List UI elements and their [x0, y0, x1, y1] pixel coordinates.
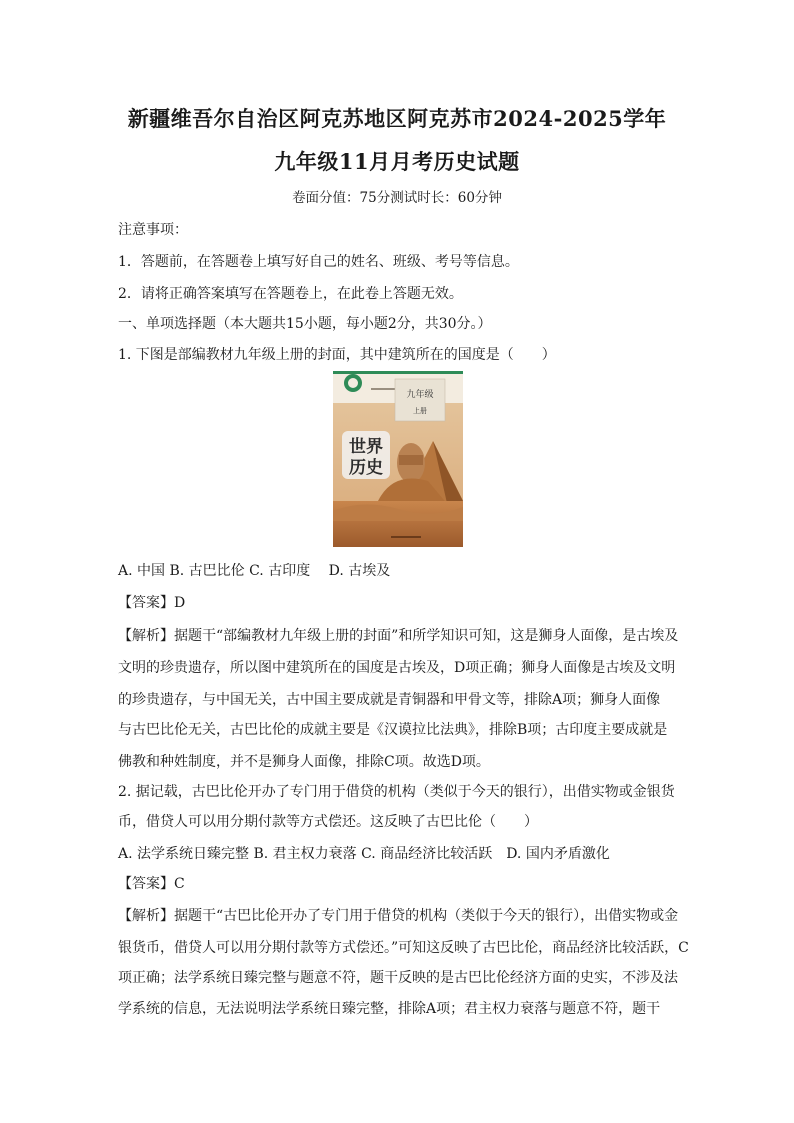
- notes-item: 2．请将正确答案填写在答题卷上，在此卷上答题无效。: [118, 286, 463, 302]
- question-1-analysis-line: 文明的珍贵遗存，所以图中建筑所在的国度是古埃及，D项正确；狮身人面像是古埃及文明: [118, 660, 676, 676]
- question-2-analysis-line: 银货币，借贷人可以用分期付款等方式偿还。”可知这反映了古巴比伦，商品经济比较活跃，C: [118, 940, 689, 956]
- question-2-analysis-line: 【解析】据题干“古巴比伦开办了专门用于借贷的机构（类似于今天的银行），出借实物或金: [118, 908, 679, 924]
- question-2-analysis-line: 项正确；法学系统日臻完整与题意不符，题干反映的是古巴比伦经济方面的史实，不涉及法: [118, 970, 678, 986]
- exam-subtitle: 卷面分值：75分测试时长：60分钟: [292, 190, 502, 206]
- section-heading: 一、单项选择题（本大题共15小题，每小题2分，共30分。）: [118, 316, 492, 332]
- cover-volume-label: 上册: [413, 407, 427, 415]
- question-1-options: A. 中国 B. 古巴比伦 C. 古印度 D. 古埃及: [118, 563, 391, 579]
- question-2-answer: 【答案】C: [118, 876, 185, 892]
- cover-title-line2: 历史: [349, 458, 383, 478]
- exam-title-line1: 新疆维吾尔自治区阿克苏地区阿克苏市2024-2025学年: [127, 106, 667, 131]
- cover-grade-label: 九年级: [406, 390, 434, 400]
- question-1-analysis-line: 佛教和种姓制度，并不是狮身人面像，排除C项。故选D项。: [118, 754, 490, 770]
- question-1-answer: 【答案】D: [118, 595, 186, 611]
- question-2-stem-line: 币，借贷人可以用分期付款等方式偿还。这反映了古巴比伦（ ）: [118, 814, 538, 830]
- question-2-options: A. 法学系统日臻完整 B. 君主权力衰落 C. 商品经济比较活跃 D. 国内矛盾激化: [118, 846, 610, 862]
- notes-item: 1．答题前，在答题卷上填写好自己的姓名、班级、考号等信息。: [118, 254, 519, 270]
- question-2-stem-line: 2. 据记载，古巴比伦开办了专门用于借贷的机构（类似于今天的银行），出借实物或金银货: [118, 784, 675, 800]
- question-1-analysis-line: 与古巴比伦无关，古巴比伦的成就主要是《汉谟拉比法典》，排除B项；古印度主要成就是: [118, 722, 668, 738]
- notes-heading: 注意事项：: [118, 222, 188, 238]
- exam-title-line2: 九年级11月月考历史试题: [274, 149, 520, 174]
- question-1-stem: 1. 下图是部编教材九年级上册的封面，其中建筑所在的国度是（ ）: [118, 347, 556, 363]
- textbook-cover-image: [333, 371, 463, 547]
- question-1-analysis-line: 的珍贵遗存，与中国无关，古中国主要成就是青铜器和甲骨文等，排除A项；狮身人面像: [118, 692, 661, 708]
- question-1-analysis-line: 【解析】据题干“部编教材九年级上册的封面”和所学知识可知，这是狮身人面像，是古埃及: [118, 628, 679, 644]
- cover-title-line1: 世界: [349, 437, 383, 457]
- question-2-analysis-line: 学系统的信息，无法说明法学系统日臻完整，排除A项；君主权力衰落与题意不符，题干: [118, 1001, 661, 1017]
